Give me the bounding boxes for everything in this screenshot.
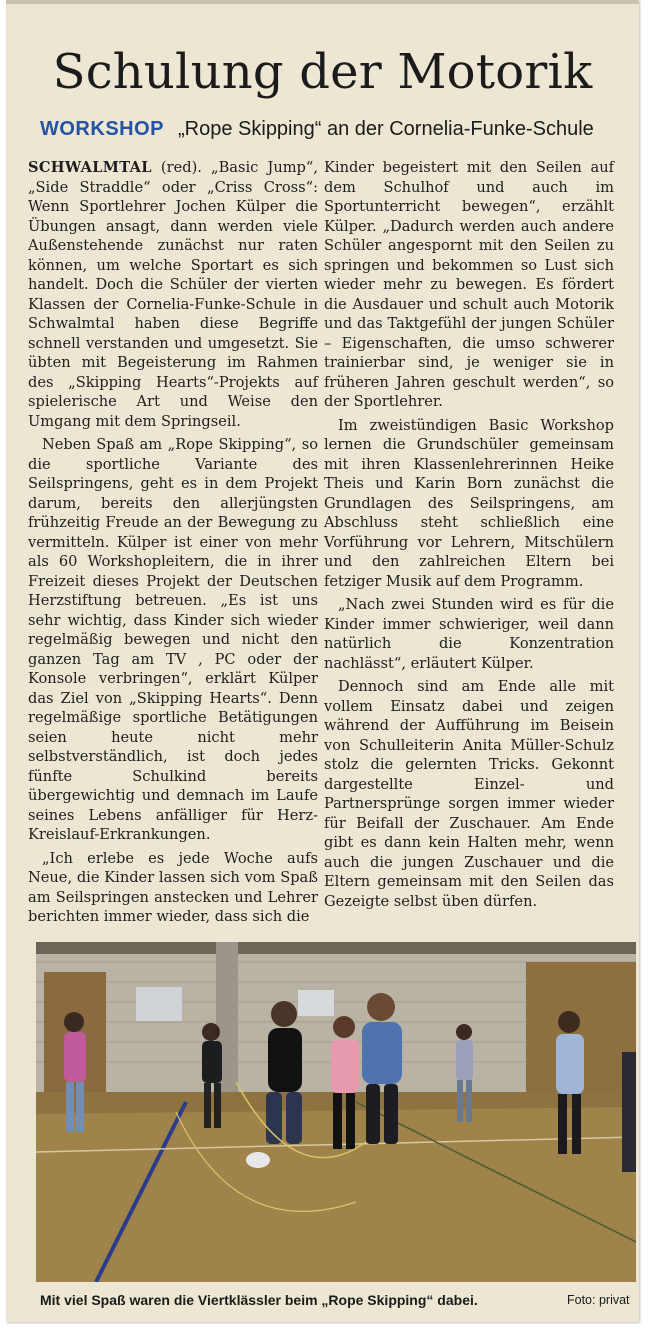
article-column-left (28, 158, 318, 931)
ceiling-strip (36, 942, 636, 954)
adult-edge (622, 1052, 636, 1172)
newspaper-clipping (6, 0, 639, 1322)
clipping-top-edge (6, 0, 639, 4)
headline: Schulung der Motorik (52, 44, 593, 100)
photo-caption: Mit viel Spaß waren die Viertklässler beim „Rope Skipping“ dabei. (40, 1292, 478, 1308)
article-photo (36, 942, 636, 1282)
paragraph (28, 158, 318, 431)
wall-poster (136, 987, 182, 1021)
paragraph-text: (red). „Basic Jump“, „Side Straddle“ oder „Criss Cross“: Wenn Sportlehrer Jochen Külper die Übungen ansagt, dann werden viele Außenstehende zunächst nur raten können, um welche Sportart es sich handelt. Doch die Schüler der vierten Klassen der Cornelia-Funke-Schule in Schwalmtal haben diese Begriffe schnell verstanden und umgesetzt. Sie übten mit Begeisterung im Rahmen des „Skipping Hearts“-Projekts auf spielerische Art und Weise den Umgang mit dem Springseil. (28, 159, 318, 430)
paragraph: Dennoch sind am Ende alle mit vollem Einsatz dabei und zeigen während der Aufführung im Beisein von Schulleiterin Anita Müller-Schulz stolz die gelernten Tricks. Gekonnt dargestellte Einzel- und Partnersprünge sorgen immer wieder für Beifall der Zuschauer. Am Ende gibt es dann kein Halten mehr, wenn auch die jungen Zuschauer und die Eltern gemeinsam mit den Seilen das Gezeigte selbst üben dürfen. (324, 678, 614, 910)
subtitle: „Rope Skipping“ an der Cornelia-Funke-Schule (178, 118, 594, 140)
wall-poster (298, 990, 334, 1016)
photo-credit: Foto: privat (567, 1293, 630, 1307)
gym-photo-illustration (36, 942, 636, 1282)
paragraph: Im zweistündigen Basic Workshop lernen die Grundschüler gemeinsam mit ihren Klassenlehrerinnen Heike Theis und Karin Born zunächst die Grundlagen des Seilspringens, am Abschluss steht schließlich eine Vorführung vor Lehrern, Mitschülern und den zahlreichen Eltern bei fetziger Musik auf dem Programm. (324, 416, 614, 590)
paragraph: Neben Spaß am „Rope Skipping“, so die sportliche Variante des Seilspringens, geht es in dem Projekt darum, bereits den allerjüngsten frühzeitig Freude an der Bewegung zu vermitteln. Külper ist einer von mehr als 60 Workshopleitern, die in ihrer Freizeit dieses Projekt der Deutschen Herzstiftung betreuen. „Es ist uns sehr wichtig, dass Kinder sich wieder regelmäßig bewegen und nicht den ganzen Tag am TV , PC oder der Konsole verbringen“, erklärt Külper das Ziel von „Skipping Hearts“. Denn regelmäßige sportliche Betätigungen seien heute nicht mehr selbstverständlich, ist doch jedes fünfte Schulkind bereits übergewichtig und demnach im Laufe seines Lebens anfälliger für Herz-Kreislauf-Erkrankungen. (28, 436, 318, 843)
subheadline (40, 118, 594, 141)
article-column-right (324, 158, 614, 915)
paragraph: „Nach zwei Stunden wird es für die Kinder immer schwieriger, weil dann natürlich die Konzentration nachlässt“, erläutert Külper. (324, 596, 614, 672)
paragraph: Kinder begeistert mit den Seilen auf dem Schulhof und auch im Sportunterricht bewegen“, erzählt Külper. „Dadurch werden auch andere Schüler angespornt mit den Seilen zu springen und bekommen so Lust sich wieder mehr zu bewegen. Es fördert die Ausdauer und schult auch Motorik und das Taktgefühl der jungen Schüler – Eigenschaften, die umso schwerer trainierbar sind, je weniger sie in früheren Jahren geschult werden“, so der Sportlehrer. (324, 159, 614, 410)
paragraph: „Ich erlebe es jede Woche aufs Neue, die Kinder lassen sich vom Spaß am Seilspringen anstecken und Lehrer berichten immer wieder, dass sich die (28, 849, 318, 925)
dateline-place: SCHWALMTAL (28, 159, 152, 176)
kicker-label: WORKSHOP (40, 118, 164, 140)
